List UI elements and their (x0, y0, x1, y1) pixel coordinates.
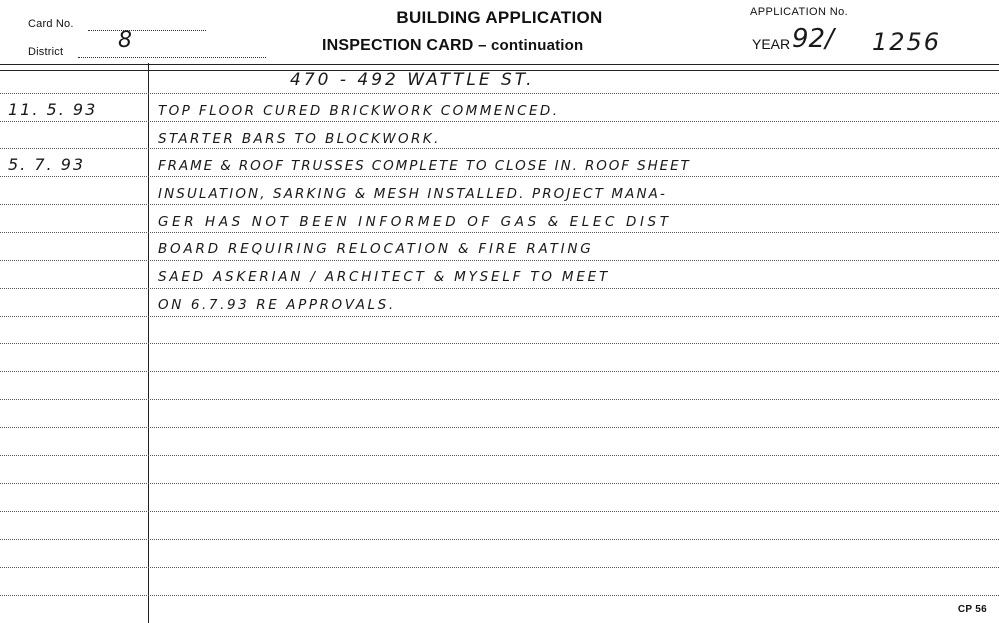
ruled-line (0, 121, 999, 122)
form-subtitle (322, 37, 583, 55)
entry-line: STARTER BARS TO BLOCKWORK. (158, 131, 441, 147)
ruled-line (0, 483, 999, 484)
entry-line: BOARD REQUIRING RELOCATION & FIRE RATING (158, 241, 594, 257)
application-no-label: APPLICATION No. (750, 6, 849, 18)
district-label: District (28, 46, 64, 58)
year-value: 92/ (792, 24, 834, 54)
ruled-line (0, 427, 999, 428)
entry-line: INSULATION, SARKING & MESH INSTALLED. PROJECT MANA- (158, 186, 667, 202)
entry-line: TOP FLOOR CURED BRICKWORK COMMENCED. (158, 103, 560, 119)
site-address: 470 - 492 WATTLE ST. (290, 70, 535, 90)
ruled-line (0, 260, 999, 261)
ruled-line (0, 232, 999, 233)
ruled-line (0, 93, 999, 94)
ruled-line (0, 511, 999, 512)
ruled-line (0, 399, 999, 400)
card-no-field (88, 30, 206, 31)
year-label: YEAR (752, 36, 791, 52)
district-value: 8 (118, 28, 132, 53)
header-rule-top (0, 64, 999, 65)
entry-line: ON 6.7.93 RE APPROVALS. (158, 297, 396, 313)
form-code: CP 56 (957, 604, 987, 615)
entry-line: GER HAS NOT BEEN INFORMED OF GAS & ELEC DIST (158, 214, 672, 230)
ruled-line (0, 176, 999, 177)
ruled-line (0, 316, 999, 317)
entry-date: 11. 5. 93 (8, 100, 98, 119)
ruled-line (0, 455, 999, 456)
ruled-line (0, 343, 999, 344)
ruled-line (0, 595, 999, 596)
entry-line: SAED ASKERIAN / ARCHITECT & MYSELF TO MEET (158, 269, 611, 285)
card-no-label: Card No. (28, 18, 74, 30)
entry-line: FRAME & ROOF TRUSSES COMPLETE TO CLOSE IN. ROOF SHEET (158, 158, 691, 174)
ruled-line (0, 567, 999, 568)
entry-date: 5. 7. 93 (8, 155, 86, 174)
form-title: BUILDING APPLICATION (396, 8, 603, 27)
ruled-line (0, 204, 999, 205)
ruled-line (0, 539, 999, 540)
form-subtitle-main: INSPECTION CARD (322, 37, 474, 54)
district-field (78, 57, 266, 58)
form-subtitle-continuation: – continuation (478, 37, 584, 54)
ruled-line (0, 148, 999, 149)
application-number: 1256 (872, 28, 942, 56)
ruled-line (0, 371, 999, 372)
ruled-line (0, 288, 999, 289)
